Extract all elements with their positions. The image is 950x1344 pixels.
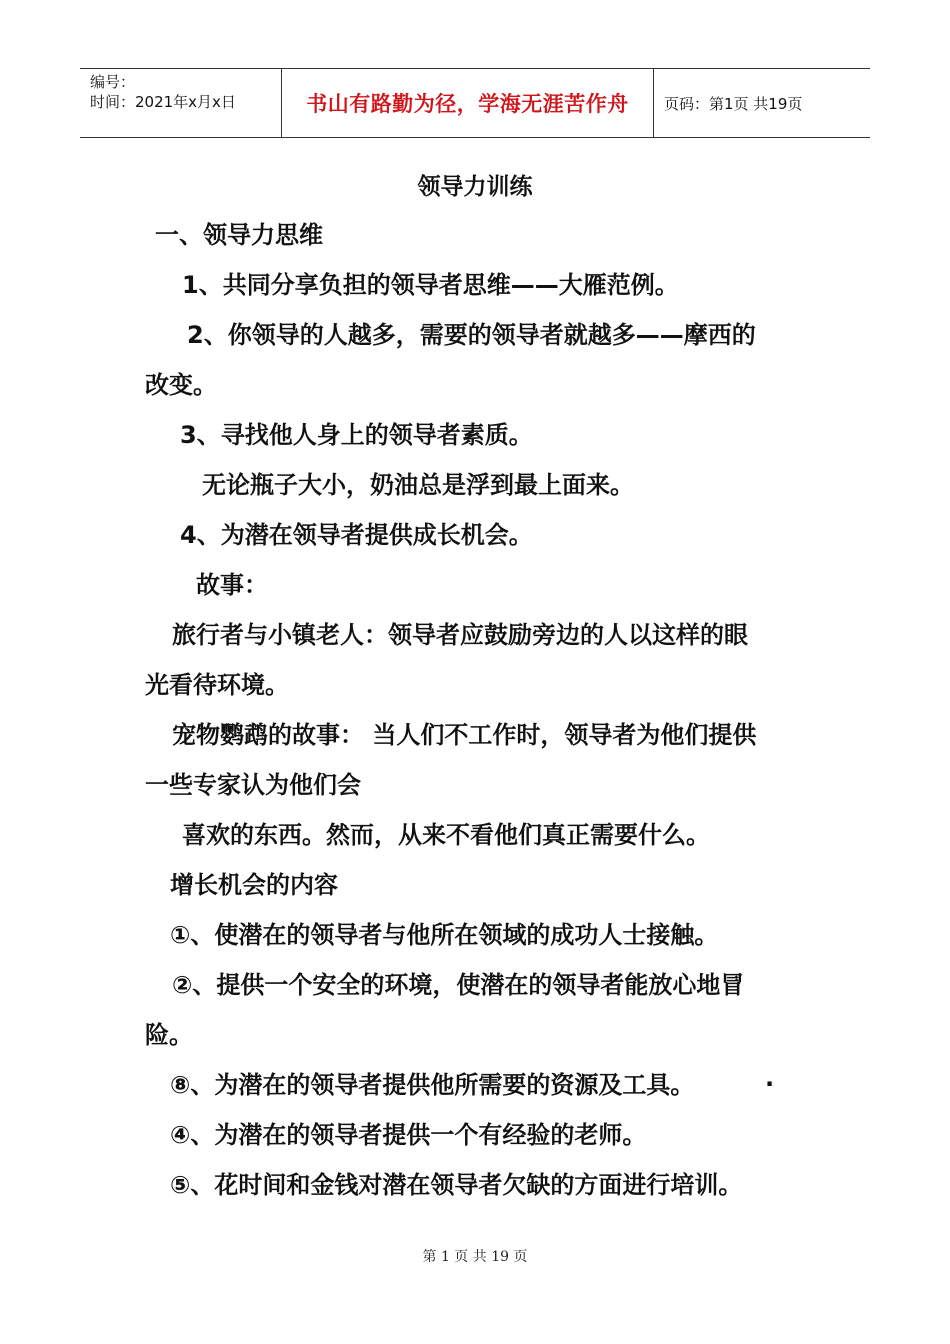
header-meta <box>80 69 282 137</box>
paragraph: 无论瓶子大小，奶油总是浮到最上面来。 <box>202 471 634 499</box>
header-page-info: 页码：第1页 共19页 <box>664 94 803 113</box>
document-title: 领导力训练 <box>417 174 533 200</box>
paragraph: 3、寻找他人身上的领导者素质。 <box>180 421 533 449</box>
paragraph: 宠物鹦鹉的故事： 当人们不工作时，领导者为他们提供 <box>172 721 757 749</box>
list-item: ②、提供一个安全的环境，使潜在的领导者能放心地冒 <box>172 971 745 999</box>
page-footer: 第 1 页 共 19 页 <box>422 1249 528 1265</box>
paragraph: 旅行者与小镇老人：领导者应鼓励旁边的人以这样的眼 <box>172 621 748 649</box>
paragraph: 一些专家认为他们会 <box>145 771 361 799</box>
paragraph: 喜欢的东西。然而，从来不看他们真正需要什么。 <box>182 821 710 849</box>
list-item: ④、为潜在的领导者提供一个有经验的老师。 <box>170 1121 647 1149</box>
document-time: 时间：2021年x月x日 <box>90 93 236 111</box>
paragraph: 1、共同分享负担的领导者思维——大雁范例。 <box>182 271 679 299</box>
paragraph: 险。 <box>145 1021 193 1049</box>
page-header <box>80 68 870 138</box>
header-motto-cell <box>282 69 654 137</box>
section-heading: 一、领导力思维 <box>155 221 323 249</box>
paragraph: 4、为潜在领导者提供成长机会。 <box>180 521 533 549</box>
paragraph: 改变。 <box>145 371 217 399</box>
document-number: 编号： <box>90 73 136 91</box>
paragraph: 光看待环境。 <box>145 671 289 699</box>
list-item: ①、使潜在的领导者与他所在领域的成功人士接触。 <box>170 921 719 949</box>
header-motto: 书山有路勤为径，学海无涯苦作舟 <box>306 92 629 116</box>
stray-mark: · <box>765 1070 775 1098</box>
paragraph: 故事： <box>196 571 268 599</box>
paragraph: 2、你领导的人越多，需要的领导者就越多——摩西的 <box>187 321 756 349</box>
list-item: ⑧、为潜在的领导者提供他所需要的资源及工具。 <box>170 1071 695 1099</box>
list-item: ⑤、花时间和金钱对潜在领导者欠缺的方面进行培训。 <box>170 1171 743 1199</box>
paragraph: 增长机会的内容 <box>170 871 338 899</box>
